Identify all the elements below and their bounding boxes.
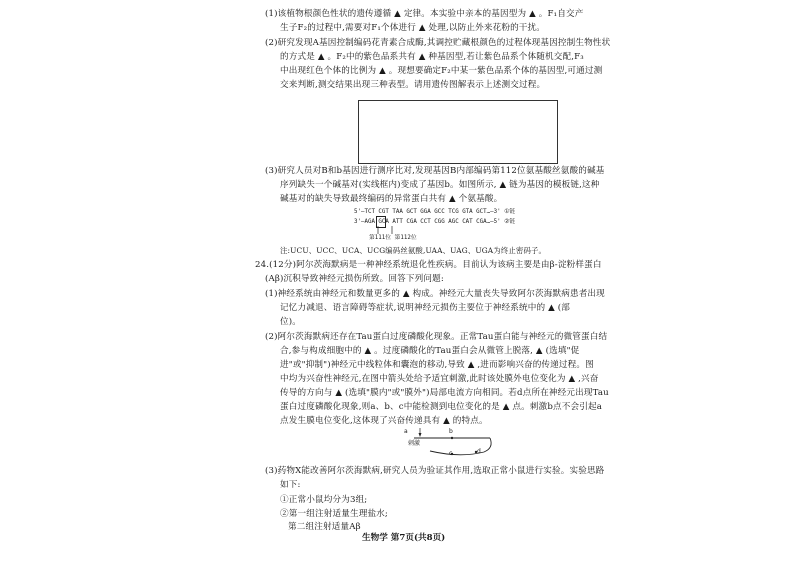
text-line: 交来判断,测交结果出现三种表型。请用遗传图解表示上述测交过程。 (280, 80, 546, 90)
text-line: 蛋白过度磷酸化现象,则a、b、c中能检测到电位变化的是 ▲ 点。刺激b点不会引起a (280, 402, 603, 412)
text-line: 传导的方向与 ▲ (选填"膜内"或"膜外")局部电流方向相同。若d点所在神经元出现Tau (280, 388, 609, 398)
point-a-label: a (404, 428, 408, 435)
text-line: 进"或"抑制")神经元中线粒体和囊泡的移动,导致 ▲ ,进而影响兴奋的传递过程。图 (280, 360, 594, 370)
text-line: 碱基对的缺失导致最终编码的异常蛋白共有 ▲ 个氨基酸。 (280, 194, 503, 204)
text-line: ②第一组注射适量生理盐水; (280, 509, 388, 519)
text-line: (Aβ)沉积导致神经元损伤所致。回答下列问题: (265, 274, 444, 284)
text-line: 记忆力减退、语言障碍等症状,说明神经元损伤主要位于神经系统中的 ▲ (部 (280, 303, 570, 313)
bottom-strand: 3'—AGA GCA ATT CGA CCT CGG AGC CAT CGA…—5' ②链 (354, 219, 516, 225)
page-footer: 生物学 第7页(共8页) (362, 533, 446, 543)
text-line: 如下: (280, 480, 301, 490)
genetic-diagram-answer-box[interactable] (358, 100, 558, 164)
text-line: 序列缺失一个碱基对(实线框内)变成了基因b。如图所示, ▲ 链为基因的模板链,这种 (280, 180, 600, 190)
text-line: (2)阿尔茨海默病还存在Tau蛋白过度磷酸化现象。正常Tau蛋白能与神经元的微管蛋白结 (265, 332, 608, 342)
point-c-label: c (449, 450, 453, 457)
point-b-label: b (449, 428, 453, 435)
text-line: 点发生膜电位变化,这体现了兴奋传递具有 ▲ 的特点。 (280, 416, 488, 426)
text-line: ①正常小鼠均分为3组; (280, 495, 368, 505)
text-line: (2)研究发现A基因控制编码花青素合成酶,其调控贮藏根颜色的过程体现基因控制生物性状 (265, 38, 611, 48)
text-line: 的方式是 ▲ 。F₂中的紫色品系共有 ▲ 种基因型,若让紫色品系个体随机交配,F₃ (280, 52, 584, 62)
text-line: 24.(12分)阿尔茨海默病是一种神经系统退化性疾病。目前认为该病主要是由β-淀粉样蛋白 (255, 260, 602, 270)
text-line: 中出现红色个体的比例为 ▲ 。现想要确定F₂中某一紫色品系个体的基因型,可通过测 (280, 66, 603, 76)
point-d-label: d (477, 448, 481, 455)
text-line: 生子F₂的过程中,需要对F₁个体进行 ▲ 处理,以防止外来花粉的干扰。 (280, 23, 546, 33)
text-line: (1)神经系统由神经元和数量更多的 ▲ 构成。神经元大量丧失导致阿尔茨海默病患者出现 (265, 289, 605, 299)
stimulus-label: 刺激 (408, 440, 421, 447)
top-strand: 5'—TCT CGT TAA GCT GGA GCC TCG GTA GCT…—3' ①链 (354, 209, 516, 215)
text-line: 第二组注射适量Aβ (288, 522, 361, 532)
text-line: 注:UCU、UCC、UCA、UCG编码丝氨酸,UAA、UAG、UGA为终止密码子。 (280, 246, 547, 255)
text-line: (3)药物X能改善阿尔茨海默病,研究人员为验证其作用,选取正常小鼠进行实验。实验思路 (265, 466, 605, 476)
text-line: 合,参与构成细胞中的 ▲ 。过度磷酸化的Tau蛋白会从微管上脱落, ▲ (选填"促 (280, 346, 580, 356)
text-line: (3)研究人员对B和b基因进行测序比对,发现基因B内部编码第112位氨基酸丝氨酸的碱基 (265, 166, 605, 176)
text-line: 位)。 (280, 317, 301, 327)
codon-position-caption: 第111位 第112位 (369, 235, 417, 241)
text-line: 中均为兴奋性神经元,在图中箭头处给予适宜刺激,此时该处膜外电位变化为 ▲ ,兴奋 (280, 374, 599, 384)
text-line: (1)该植物根颜色性状的遗传遵循 ▲ 定律。本实验中亲本的基因型为 ▲ 。F₁自交产 (265, 9, 584, 19)
